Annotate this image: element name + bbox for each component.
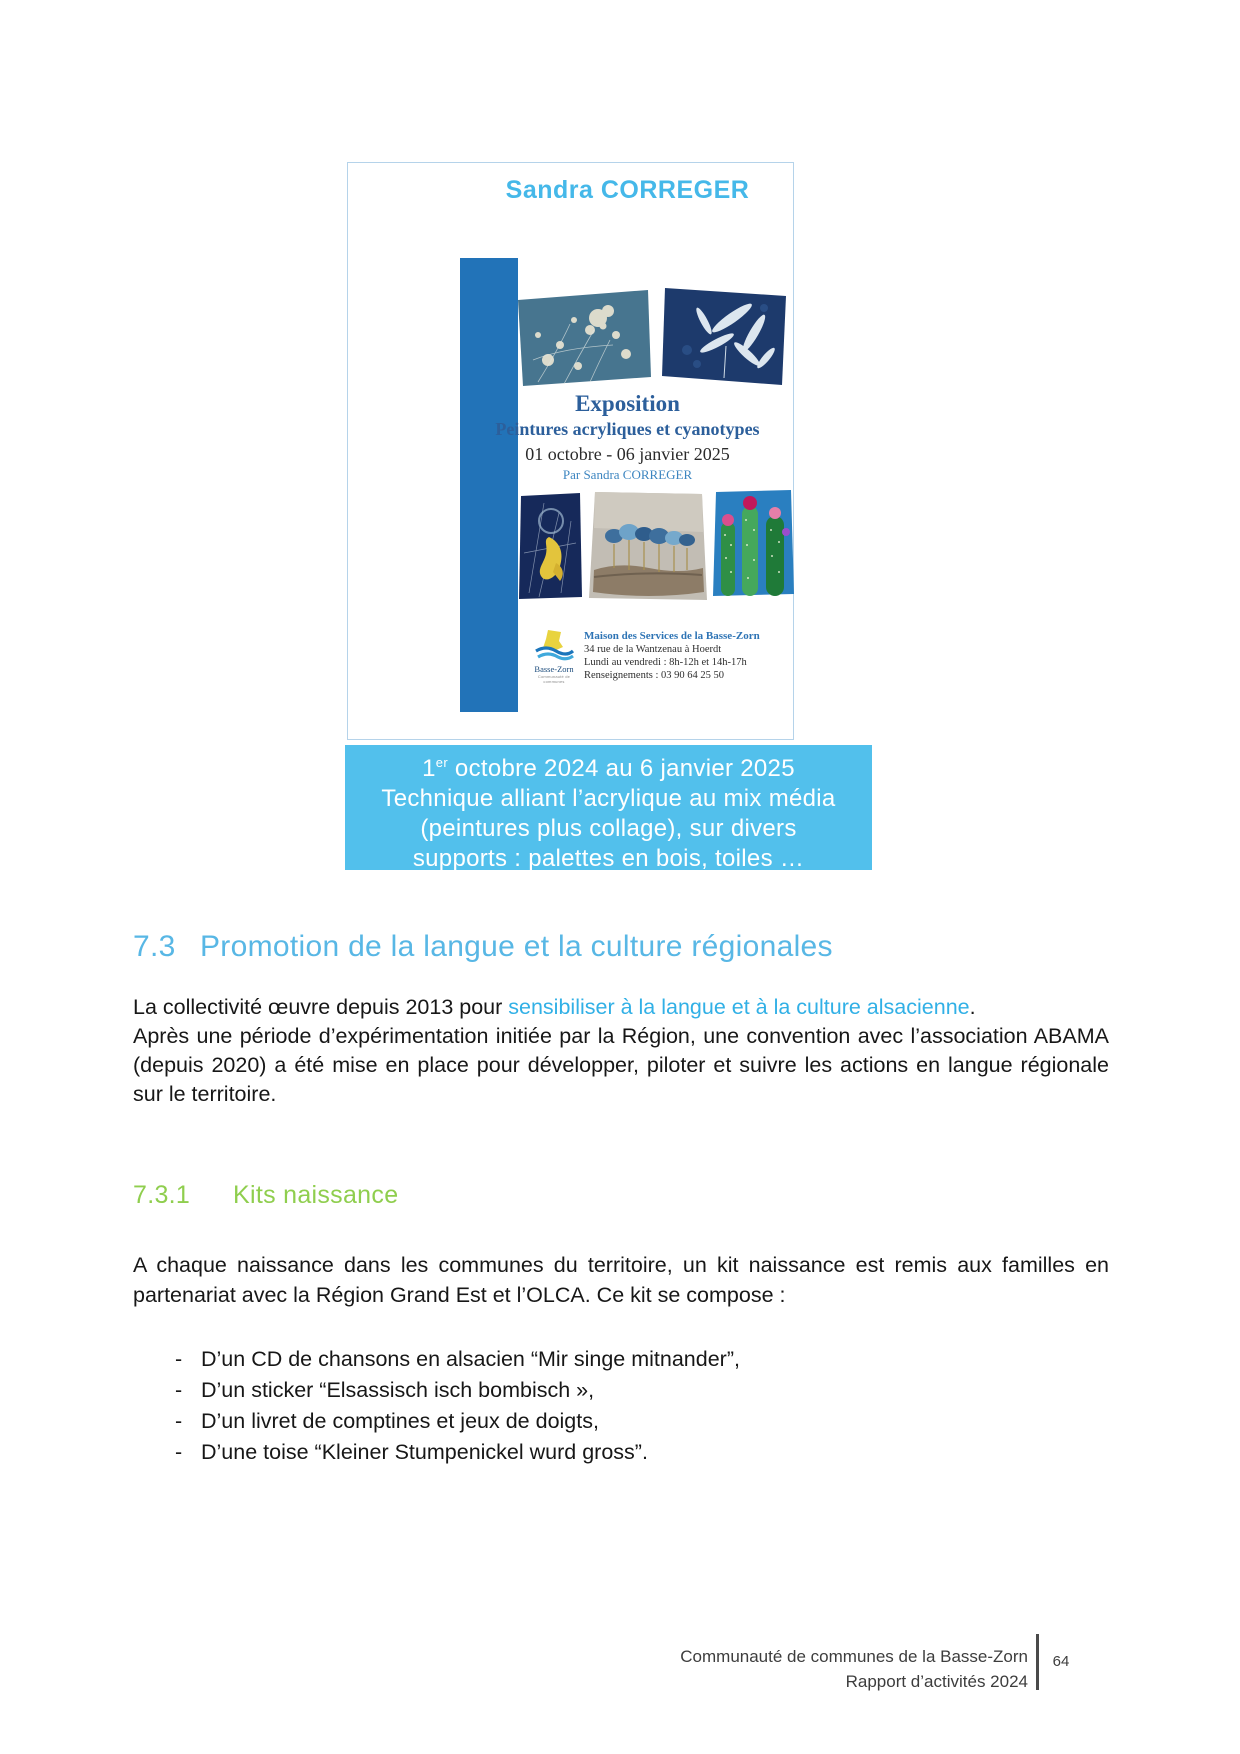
venue-contact-block bbox=[584, 630, 794, 682]
cyanotype-image-1 bbox=[518, 290, 651, 386]
exposition-author: Par Sandra CORREGER bbox=[562, 467, 693, 482]
artwork-image-driftwood-leaves bbox=[589, 492, 707, 602]
subsection-body bbox=[133, 1251, 1109, 1310]
logo-sublabel: Communauté de communes bbox=[537, 674, 571, 684]
basse-zorn-logo bbox=[530, 629, 578, 684]
section-body bbox=[133, 993, 1109, 1109]
subsection-title: Kits naissance bbox=[233, 1181, 399, 1209]
footer-line-1: Communauté de communes de la Basse-Zorn bbox=[680, 1647, 1028, 1666]
section-number: 7.3 bbox=[133, 930, 176, 963]
caption-line-2: Technique alliant l’acrylique au mix média bbox=[381, 785, 836, 812]
page-number: 64 bbox=[1052, 1653, 1070, 1670]
caption-line-3: (peintures plus collage), sur divers bbox=[420, 815, 797, 842]
list-item: - D’un livret de comptines et jeux de doigts, bbox=[175, 1409, 599, 1433]
footer-text bbox=[680, 1644, 1028, 1694]
poster-caption-band bbox=[345, 745, 872, 870]
caption-line-1: 1er octobre 2024 au 6 janvier 2025 bbox=[422, 755, 795, 782]
subsection-number: 7.3.1 bbox=[133, 1181, 191, 1209]
paragraph-2: Après une période d’expérimentation initiée par la Région, une convention avec l’association ABAMA (depuis 2020) a été mise en place pour développer, piloter et suivre les actions en langue régionale sur le territoire. bbox=[133, 1024, 1109, 1106]
list-item: - D’une toise “Kleiner Stumpenickel wurd gross”. bbox=[175, 1440, 648, 1464]
artwork-image-fish bbox=[519, 493, 582, 599]
exhibition-poster bbox=[347, 162, 794, 740]
list-item: - D’un CD de chansons en alsacien “Mir singe mitnander”, bbox=[175, 1347, 740, 1371]
exposition-subtitle: Peintures acryliques et cyanotypes bbox=[495, 419, 760, 439]
paragraph-3: A chaque naissance dans les communes du territoire, un kit naissance est remis aux familles en partenariat avec la Région Grand Est et l’OLCA. Ce kit se compose : bbox=[133, 1253, 1109, 1307]
section-title: Promotion de la langue et la culture régionales bbox=[200, 930, 833, 963]
subsection-heading bbox=[133, 1181, 398, 1210]
venue-name: Maison des Services de la Basse-Zorn bbox=[584, 630, 760, 642]
exposition-title: Exposition bbox=[575, 391, 680, 416]
venue-hours: Lundi au vendredi : 8h-12h et 14h-17h bbox=[584, 657, 747, 668]
footer-line-2: Rapport d’activités 2024 bbox=[845, 1672, 1028, 1691]
basse-zorn-logo-icon bbox=[533, 629, 575, 661]
artwork-image-cacti bbox=[713, 490, 794, 596]
paragraph-1: La collectivité œuvre depuis 2013 pour sensibiliser à la langue et à la culture alsacienne. bbox=[133, 995, 976, 1019]
venue-address: 34 rue de la Wantzenau à Hoerdt bbox=[584, 644, 722, 655]
caption-line-4: supports : palettes en bois, toiles … bbox=[412, 845, 805, 872]
footer-divider bbox=[1036, 1634, 1039, 1690]
poster-artist-name: Sandra CORREGER bbox=[505, 176, 750, 204]
cyanotype-image-2 bbox=[662, 288, 786, 385]
venue-phone: Renseignements : 03 90 64 25 50 bbox=[584, 670, 724, 681]
list-item: - D’un sticker “Elsassisch isch bombisch », bbox=[175, 1378, 595, 1402]
section-heading bbox=[133, 930, 833, 964]
logo-label: Basse-Zorn bbox=[534, 664, 574, 674]
kit-items-list bbox=[133, 1344, 1109, 1468]
poster-blue-bar bbox=[460, 258, 518, 712]
exposition-dates: 01 octobre - 06 janvier 2025 bbox=[525, 444, 730, 464]
